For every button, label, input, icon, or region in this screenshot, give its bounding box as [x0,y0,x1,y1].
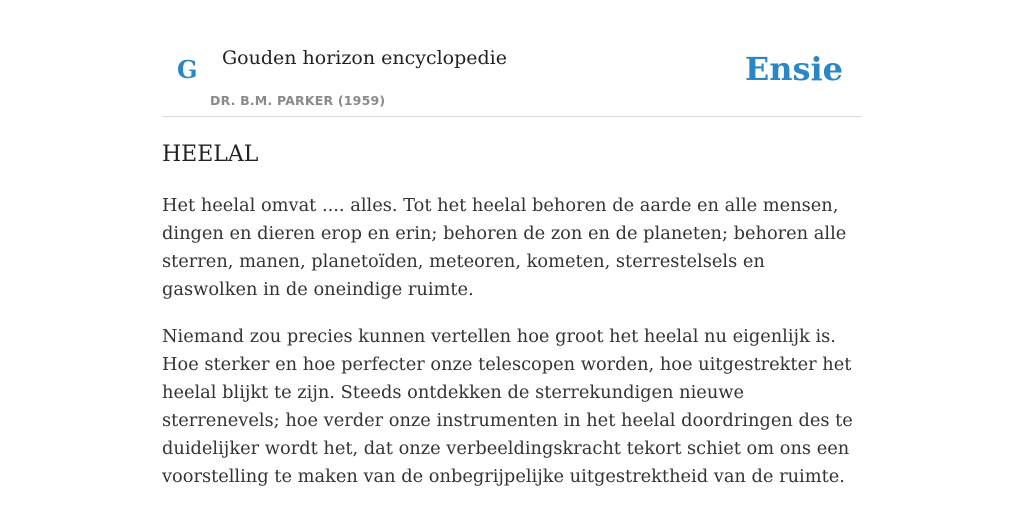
book-logo[interactable]: G [177,55,198,84]
book-title-link[interactable]: Gouden horizon encyclopedie [222,47,507,69]
page-content [162,0,862,487]
entry-title: HEELAL [162,142,259,167]
book-header [162,0,862,117]
book-author: DR. B.M. PARKER (1959) [210,93,386,108]
entry-paragraph: Het heelal omvat .... alles. Tot het heelal behoren de aarde en alle mensen, dingen en dieren erop en erin; behoren de zon en de planeten; behoren alle sterren, manen, planetoïden, meteoren, kometen, sterrestelsels en gaswolken in de oneindige ruimte. [162,195,847,300]
entry-paragraph: Niemand zou precies kunnen vertellen hoe groot het heelal nu eigenlijk is. Hoe sterker en hoe perfecter onze telescopen worden, hoe uitgestrekter het heelal blijkt te zijn. Steeds ontdekken de sterrekundigen nieuwe sterrenevels; hoe verder onze instrumenten in het heelal doordringen des te duidelijker wordt het, dat onze verbeeldingskracht tekort schiet om ons een voorstelling te maken van de onbegrijpelijke uitgestrektheid van de ruimte. [162,326,853,487]
ensie-logo-link[interactable]: Ensie [744,50,843,88]
